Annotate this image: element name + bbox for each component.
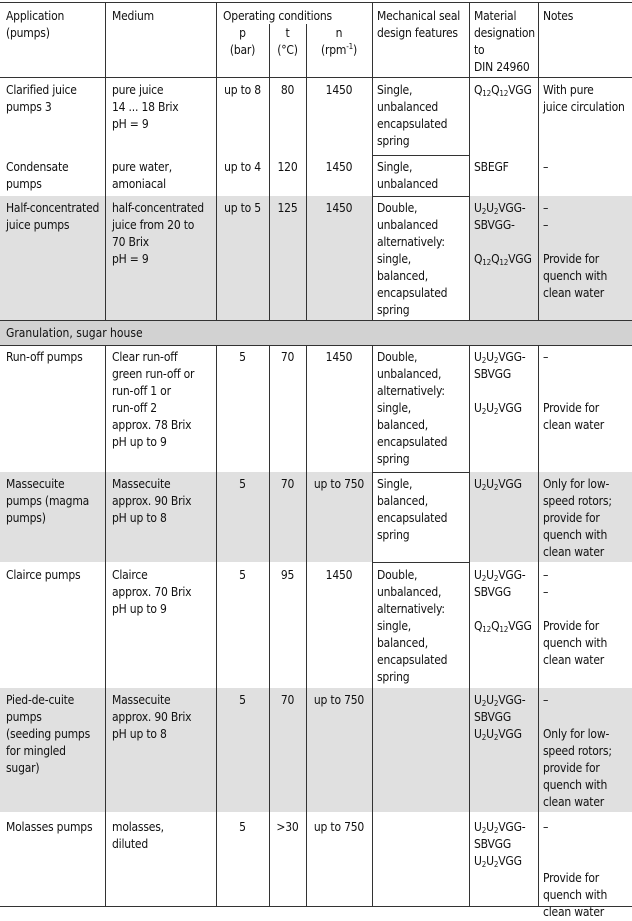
row-pied-p: 5 [239, 693, 246, 707]
row-condensate-p: up to 4 [224, 160, 261, 174]
row-clairce-p: 5 [239, 568, 246, 582]
row-condensate-seal: Single, unbalanced [377, 160, 439, 191]
row-half-material-3: $Q_{12}Q_{12}VGG$ [474, 252, 532, 267]
row-pied-material-1: $U_2U_2VGG-$ [474, 693, 526, 708]
row-runoff-notes: – Provide for clean water [543, 350, 605, 432]
row-condensate-notes: – [543, 160, 549, 174]
row-runoff-n: 1450 [325, 350, 353, 364]
row-massecuite-seal: Single, balanced, encapsulated spring [377, 477, 448, 542]
row-clarified-material: $Q_{12}Q_{12}VGG$ [474, 83, 532, 98]
row-clarified-n: 1450 [325, 83, 353, 97]
row-massecuite-notes: Only for low- speed rotors; provide for quench with clean water [543, 477, 612, 559]
row-half-n: 1450 [325, 201, 353, 215]
row-pied-t: 70 [280, 693, 295, 707]
header-operating: Operating conditions [223, 9, 332, 23]
row-clarified-medium: pure juice 14 ... 18 Brix pH = 9 [112, 83, 179, 131]
row-runoff-medium: Clear run-off green run-off or run-off 1 or run-off 2 approx. 78 Brix pH up to 9 [112, 350, 195, 449]
row-runoff-material-1: $U_2U_2VGG-$ [474, 350, 526, 365]
row-condensate-application: Condensate pumps [6, 160, 69, 191]
header-notes: Notes [543, 9, 574, 23]
row-half-t: 125 [277, 201, 298, 215]
row-runoff-material-2: SBVGG [474, 367, 512, 381]
header-n: n (rpm$^{-1}$) [320, 26, 358, 57]
row-clarified-seal: Single, unbalanced encapsulated spring [377, 83, 448, 148]
row-pied-application: Pied-de-cuite pumps (seeding pumps for mingled sugar) [6, 693, 91, 775]
row-clairce-seal: Double, unbalanced, alternatively: single, balanced, encapsulated spring [377, 568, 448, 684]
row-massecuite-n: up to 750 [313, 477, 365, 491]
row-half-p: up to 5 [224, 201, 261, 215]
rule-section-top [0, 320, 632, 321]
row-molasses-material-3: $U_2U_2VGG$ [474, 854, 522, 869]
row-half-material-1: $U_2U_2VGG-$ [474, 201, 526, 216]
row-half-notes: – – Provide for quench with clean water [543, 201, 608, 300]
rule-v7a [538, 2, 539, 320]
row-condensate-t: 120 [277, 160, 298, 174]
row-clarified-t: 80 [280, 83, 295, 97]
row-clairce-material-3: $Q_{12}Q_{12}VGG$ [474, 619, 532, 634]
row-molasses-application: Molasses pumps [6, 820, 93, 834]
row-condensate-medium: pure water, amoniacal [112, 160, 172, 191]
row-pied-notes: – Only for low- speed rotors; provide for quench with clean water [543, 693, 612, 809]
rule-v5b [372, 345, 373, 906]
row-runoff-seal: Double, unbalanced, alternatively: single, balanced, encapsulated spring [377, 350, 448, 466]
rule-v6b [469, 345, 470, 906]
row-molasses-t: >30 [276, 820, 299, 834]
row-molasses-notes: – Provide for quench with clean water [543, 820, 608, 919]
row-runoff-p: 5 [239, 350, 246, 364]
header-material: Material designation to DIN 24960 [474, 9, 535, 74]
rule-bottom [0, 906, 632, 907]
row-molasses-material-1: $U_2U_2VGG-$ [474, 820, 526, 835]
row-clairce-application: Clairce pumps [6, 568, 81, 582]
rule-v7b [538, 345, 539, 906]
row-massecuite-p: 5 [239, 477, 246, 491]
row-massecuite-t: 70 [280, 477, 295, 491]
row-runoff-application: Run-off pumps [6, 350, 83, 364]
row-clarified-notes: With pure juice circulation [543, 83, 625, 114]
row-clairce-material-2: SBVGG [474, 585, 512, 599]
row-half-seal: Double, unbalanced alternatively: single, balanced, encapsulated spring [377, 201, 448, 317]
row-condensate-material: SBEGF [474, 160, 509, 174]
row-clarified-p: up to 8 [224, 83, 261, 97]
row-molasses-n: up to 750 [313, 820, 365, 834]
header-application: Application (pumps) [6, 9, 65, 40]
header-t: t (°C) [277, 26, 298, 57]
rule-v1a [105, 2, 106, 320]
row-pied-material-3: $U_2U_2VGG$ [474, 727, 522, 742]
header-p: p (bar) [229, 26, 256, 57]
row-runoff-material-3: $U_2U_2VGG$ [474, 401, 522, 416]
row-clairce-material-1: $U_2U_2VGG-$ [474, 568, 526, 583]
row-clairce-notes: – – Provide for quench with clean water [543, 568, 608, 667]
row-molasses-p: 5 [239, 820, 246, 834]
rule-v5a [372, 2, 373, 320]
row-half-medium: half-concentrated juice from 20 to 70 Brix pH = 9 [112, 201, 204, 266]
row-half-material-2: SBVGG- [474, 218, 515, 232]
row-condensate-n: 1450 [325, 160, 353, 174]
row-massecuite-material: $U_2U_2VGG$ [474, 477, 522, 492]
row-massecuite-medium: Massecuite approx. 90 Brix pH up to 8 [112, 477, 192, 525]
row-pied-material-2: SBVGG [474, 710, 512, 724]
row-half-application: Half-concentrated juice pumps [6, 201, 100, 232]
row-clarified-application: Clarified juice pumps 3 [6, 83, 77, 114]
header-medium: Medium [112, 9, 154, 23]
row-massecuite-application: Massecuite pumps (magma pumps) [6, 477, 90, 525]
rule-seal-split [372, 155, 470, 156]
rule-v6a [469, 2, 470, 320]
row-pied-medium: Massecuite approx. 90 Brix pH up to 8 [112, 693, 192, 741]
row-clairce-n: 1450 [325, 568, 353, 582]
row-pied-n: up to 750 [313, 693, 365, 707]
rule-v1b [105, 345, 106, 906]
row-clairce-t: 95 [280, 568, 295, 582]
row-molasses-material-2: SBVGG [474, 837, 512, 851]
row-molasses-medium: molasses, diluted [112, 820, 164, 851]
section-granulation: Granulation, sugar house [6, 326, 143, 340]
row-runoff-t: 70 [280, 350, 295, 364]
row-clairce-medium: Clairce approx. 70 Brix pH up to 9 [112, 568, 192, 616]
header-seal: Mechanical seal design features [377, 9, 461, 40]
